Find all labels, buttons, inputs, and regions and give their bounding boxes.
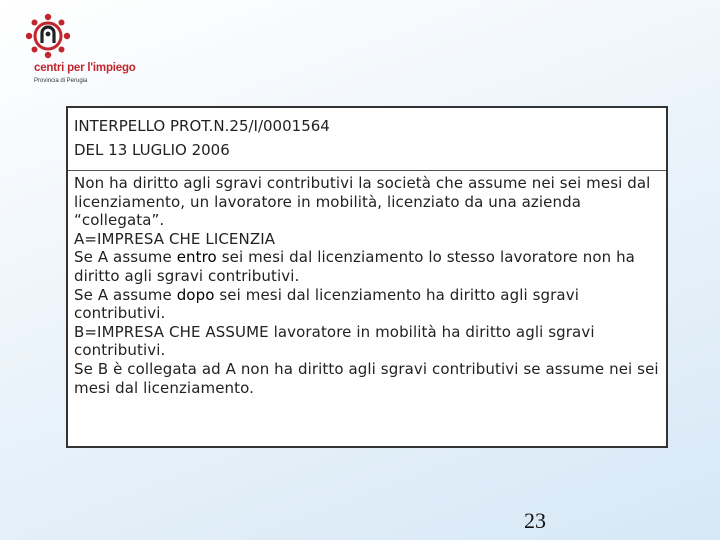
intro-paragraph: Non ha diritto agli sgravi contributivi la società che assume nei sei mesi dal licenziamento, un lavoratore in mobilità, licenziato da una azienda “collegata”. — [74, 174, 651, 230]
title-line-2: DEL 13 LUGLIO 2006 — [74, 141, 230, 159]
content-box — [66, 106, 668, 448]
impresa-b-paragraph: B=IMPRESA CHE ASSUME lavoratore in mobilità ha diritto agli sgravi contributivi. — [74, 322, 595, 360]
impresa-a-line: A=IMPRESA CHE LICENZIA — [74, 229, 276, 248]
conclusion-paragraph: Se B è collegata ad A non ha diritto agli sgravi contributivi se assume nei sei mesi dal licenziamento. — [74, 359, 659, 397]
case-entro-keyword: entro — [176, 248, 217, 267]
case-dopo-suffix: sei mesi dal licenziamento ha diritto agli sgravi contributivi. — [74, 285, 579, 323]
title-line-1: INTERPELLO PROT.N.25/I/0001564 — [74, 117, 330, 135]
logo — [22, 12, 134, 92]
document-body — [74, 174, 662, 397]
case-entro-prefix: Se A assume — [74, 248, 177, 267]
case-entro-paragraph — [74, 248, 662, 285]
logo-subtitle: Provincia di Perugia — [34, 78, 88, 84]
page-number: 23 — [524, 508, 546, 533]
case-dopo-prefix: Se A assume — [74, 285, 177, 304]
case-dopo-keyword: dopo — [176, 285, 215, 304]
case-entro-suffix: sei mesi dal licenziamento lo stesso lavoratore non ha diritto agli sgravi contributivi. — [74, 248, 635, 285]
case-dopo-paragraph — [74, 286, 662, 323]
logo-name: centri per l'impiego — [34, 62, 136, 74]
header-divider — [68, 170, 666, 171]
document-title — [74, 114, 330, 162]
